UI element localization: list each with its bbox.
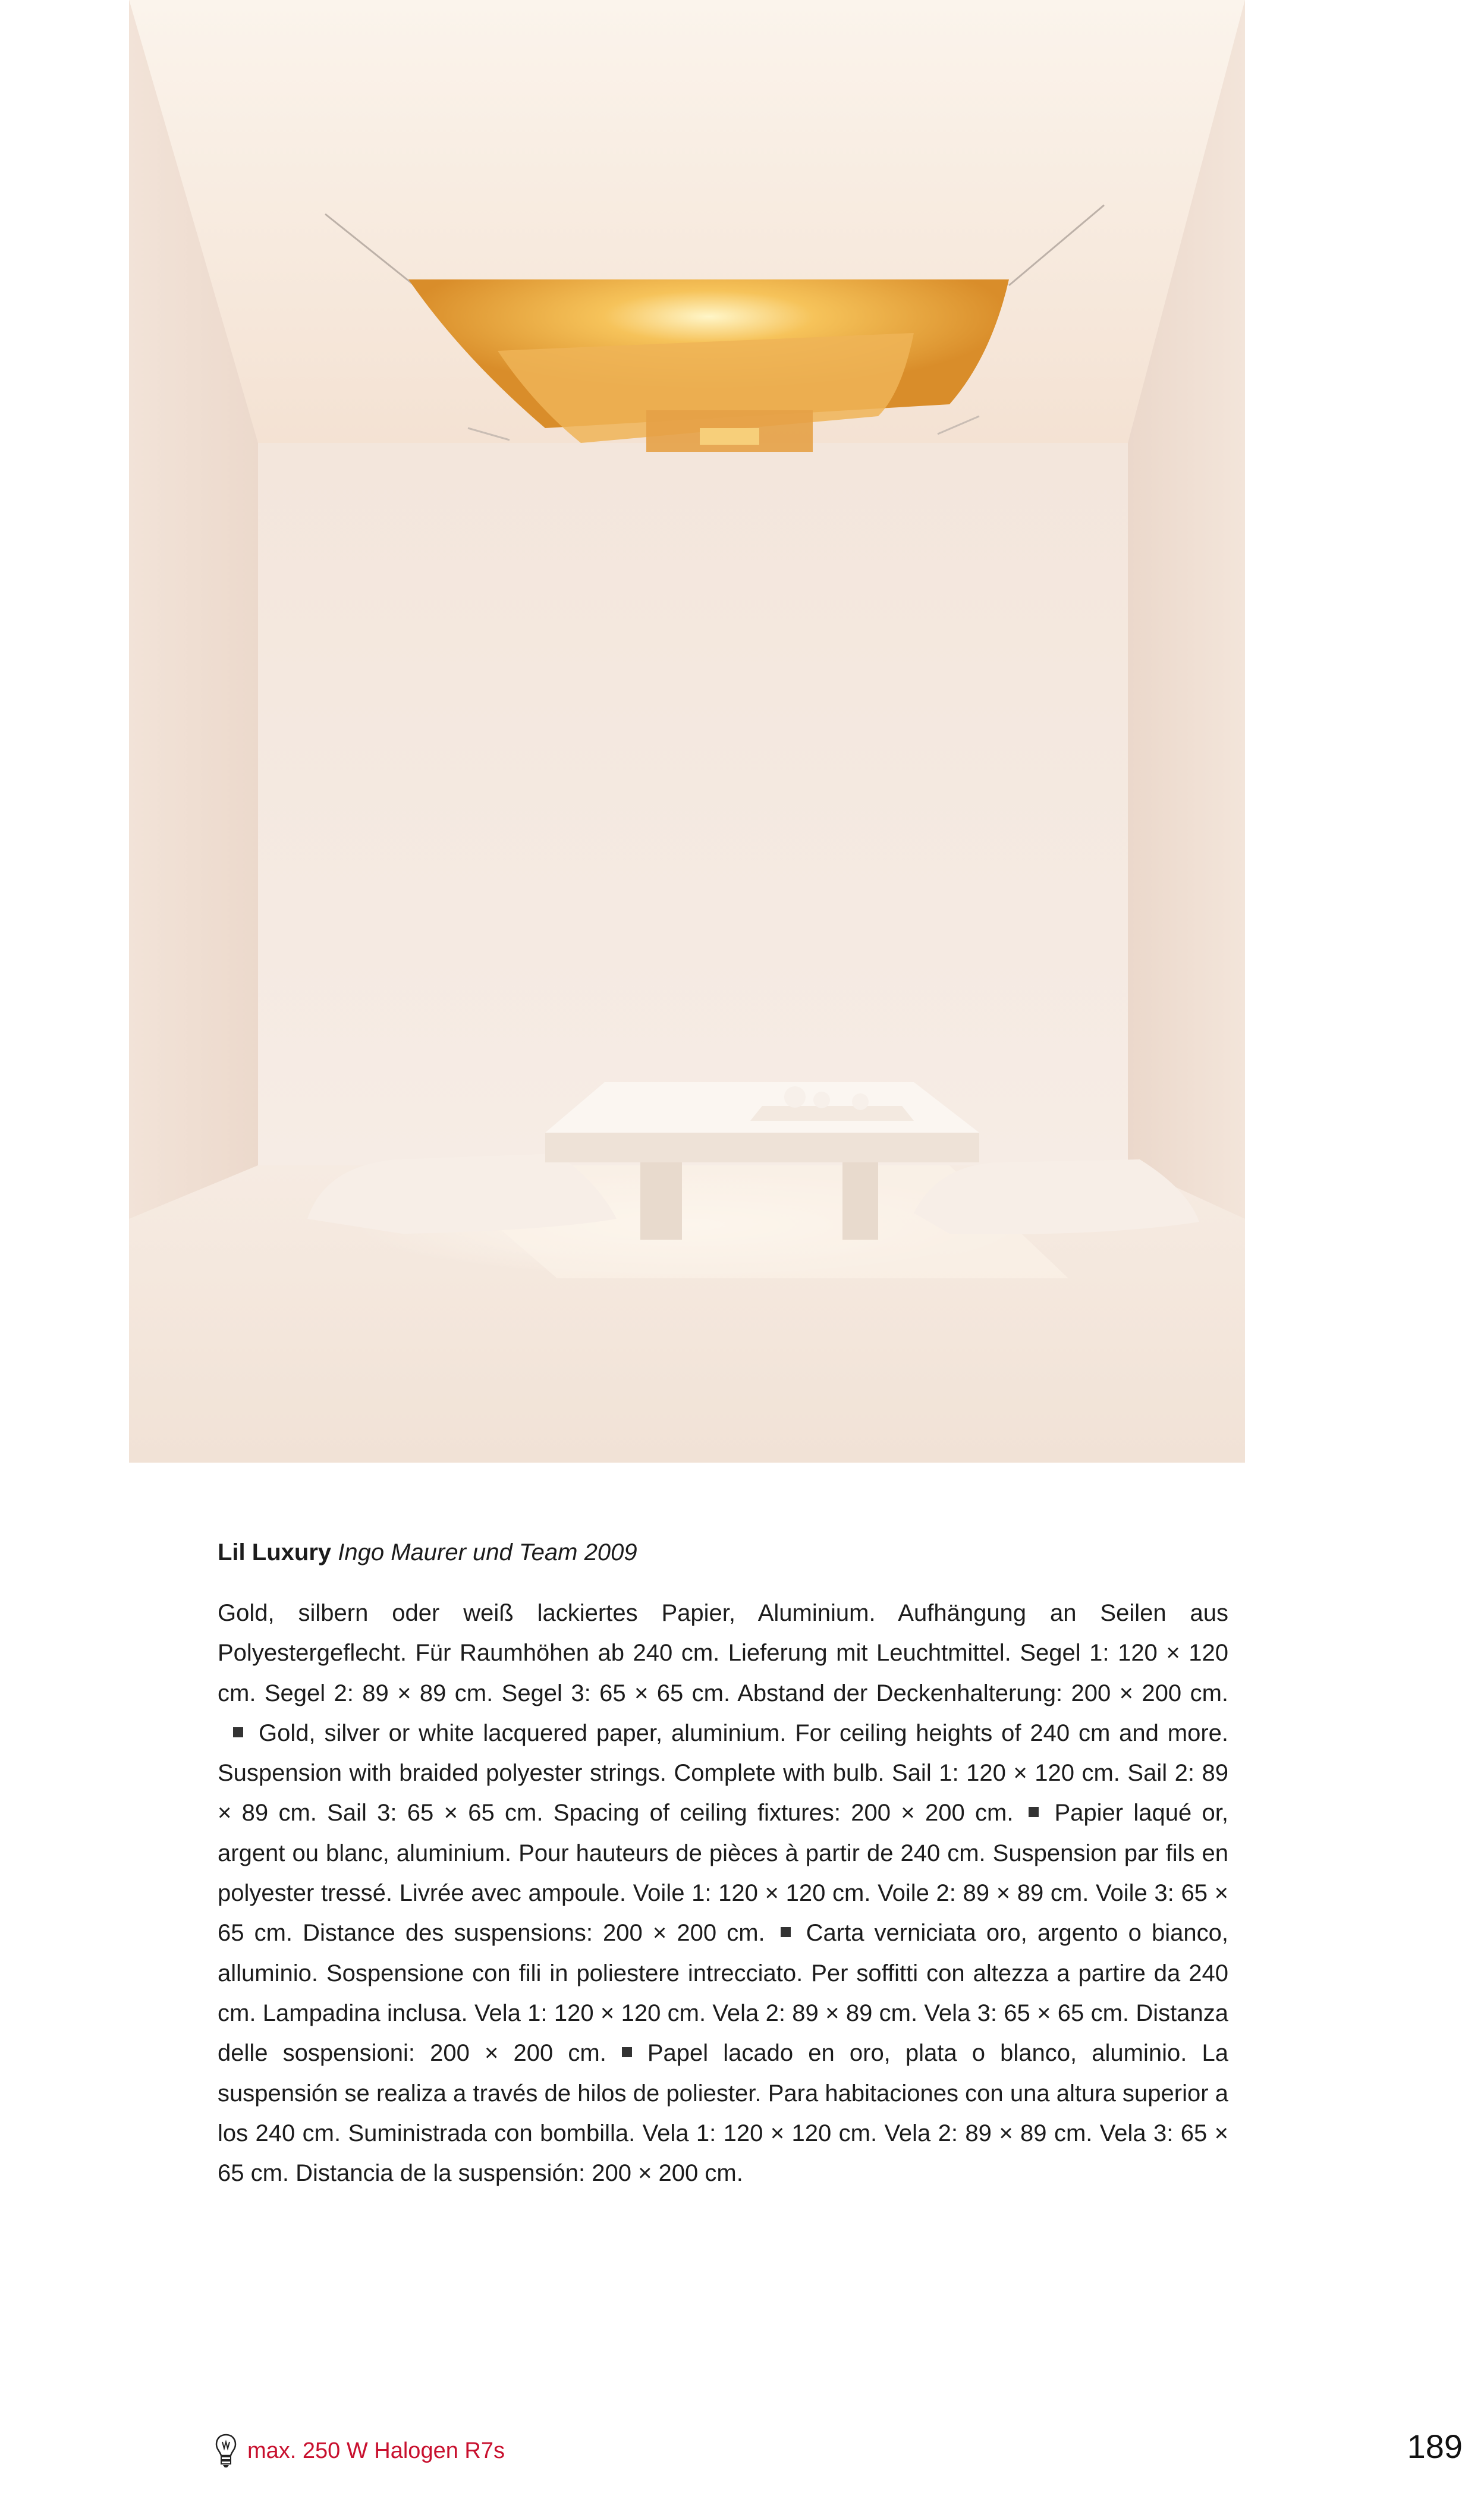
room-scene-illustration xyxy=(129,0,1245,1463)
product-heading xyxy=(218,1538,1228,1567)
separator-square-icon xyxy=(781,1927,791,1937)
description-italian: Carta verniciata oro, argento o bianco, alluminio. Sospensione con fili in poliestere intrecciato. Per soffitti con altezza a partire da 240 cm. Lampadina inclusa. Vela 1: 120 × 120 cm. Vela 2: 89 × 89 cm. Vela 3: 65 × 65 cm. Distanza delle sospensioni: 200 × 200 cm. xyxy=(218,1920,1228,2067)
lamp-spec xyxy=(214,2433,505,2469)
separator-square-icon xyxy=(622,2047,632,2057)
page-number: 189 xyxy=(1407,2428,1463,2465)
description-spanish: Papel lacado en oro, plata o blanco, aluminio. La suspensión se realiza a través de hilos de poliester. Para habitaciones con una altura superior a los 240 cm. Suministrada con bombilla. Vela 1: 120 × 120 cm. Vela 2: 89 × 89 cm. Vela 3: 65 × 65 cm. Distancia de la suspensión: 200 × 200 cm. xyxy=(218,2040,1228,2187)
product-name: Lil Luxury xyxy=(218,1539,332,1566)
designer-credit: Ingo Maurer und Team 2009 xyxy=(338,1539,637,1566)
description-german: Gold, silbern oder weiß lackiertes Papier, Aluminium. Aufhängung an Seilen aus Polyestergeflecht. Für Raumhöhen ab 240 cm. Lieferung mit Leuchtmittel. Segel 1: 120 × 120 cm. Segel 2: 89 × 89 cm. Segel 3: 65 × 65 cm. Abstand der Deckenhalterung: 200 × 200 cm. xyxy=(218,1600,1228,1706)
product-photo xyxy=(129,0,1245,1463)
description-english: Gold, silver or white lacquered paper, aluminium. For ceiling heights of 240 cm and more. Suspension with braided polyester strings. Complete with bulb. Sail 1: 120 × 120 cm. Sail 2: 89 × 89 cm. Sail 3: 65 × 65 cm. Spacing of ceiling fixtures: 200 × 200 cm. xyxy=(218,1719,1228,1827)
description-french: Papier laqué or, argent ou blanc, aluminium. Pour hauteurs de pièces à partir de 240 cm. Suspension par fils en polyester tressé. Livrée avec ampoule. Voile 1: 120 × 120 cm. Voile 2: 89 × 89 cm. Voile 3: 65 × 65 cm. Distance des suspensions: 200 × 200 cm. xyxy=(218,1800,1228,1947)
separator-square-icon xyxy=(233,1727,243,1737)
product-description xyxy=(218,1593,1228,2193)
separator-square-icon xyxy=(1029,1807,1039,1817)
bulb-icon xyxy=(214,2433,238,2469)
lamp-spec-text: max. 250 W Halogen R7s xyxy=(247,2438,505,2463)
